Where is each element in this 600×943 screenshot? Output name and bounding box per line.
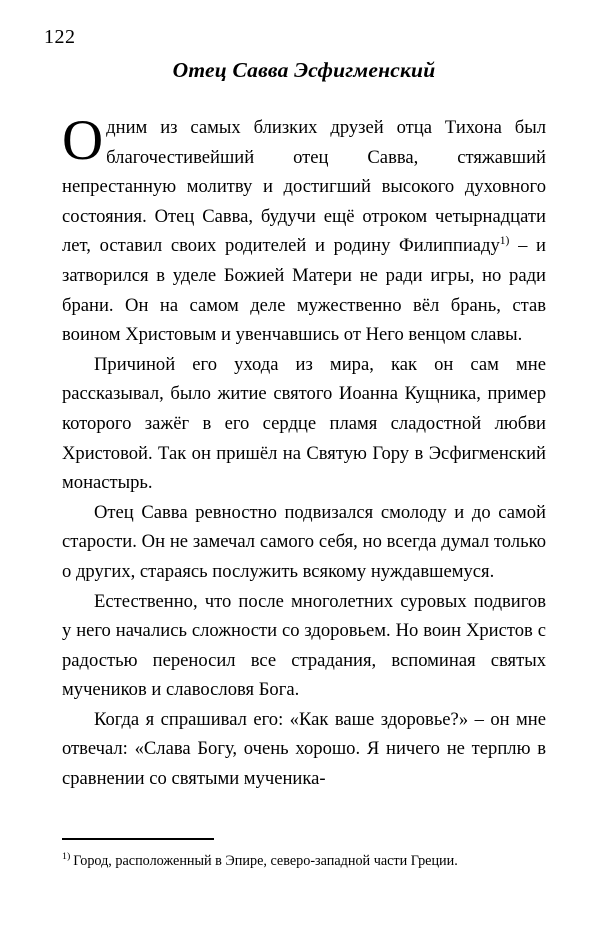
footnote-marker: 1) [62,850,71,862]
drop-cap: О [62,109,104,172]
paragraph-5 [62,705,546,794]
paragraph-5-text: Когда я спрашивал его: «Как ваше здоровье?» – он мне отвечал: «Слава Богу, очень хорошо. Я ничего не терплю в сравнении со святыми мученика- [62,708,546,790]
page-number: 122 [44,26,76,48]
paragraph-1-text: дним из самых близких друзей отца Тихона был благочестивейший отец Савва, стяжавший непрестанную молитву и достигший высокого духовного состояния. Отец Савва, будучи ещё отроком четырнадцати лет, оставил своих родителей и родину Филиппиаду$^{1)}$ – и затворился в уделе Божией Матери не ради игры, но ради брани. Он на самом деле мужественно вёл брань, став воином Христовым и увенчавшись от Него венцом славы. [62,117,546,346]
paragraph-4 [62,587,546,705]
paragraph-3-text: Отец Савва ревностно подвизался смолоду и до самой старости. Он не замечал самого себя, но всегда думал только о других, стараясь послужить всякому нуждавшемуся. [62,501,546,582]
paragraph-3 [62,498,546,587]
footnote-body: Город, расположенный в Эпире, северо-западной части Греции. [73,852,458,869]
paragraph-1 [62,109,546,350]
paragraph-4-text: Естественно, что после многолетних суровых подвигов у него начались сложности со здоровьем. Но воин Христов с радостью переносил все страдания, вспоминая святых мучеников и славословя Бога. [62,590,546,701]
page-content [62,58,546,794]
footnote-area [62,838,546,871]
paragraph-2-text: Причиной его ухода из мира, как он сам мне рассказывал, было житие святого Иоанна Кущника, пример которого зажёг в его сердце пламя сладостной любви Христовой. Так он пришёл на Святую Гору в Эсфигменский монастырь. [62,353,546,494]
chapter-title: Отец Савва Эсфигменский [172,58,436,82]
paragraph-2 [62,350,546,498]
footnote-separator [62,838,214,840]
footnote [62,852,546,871]
